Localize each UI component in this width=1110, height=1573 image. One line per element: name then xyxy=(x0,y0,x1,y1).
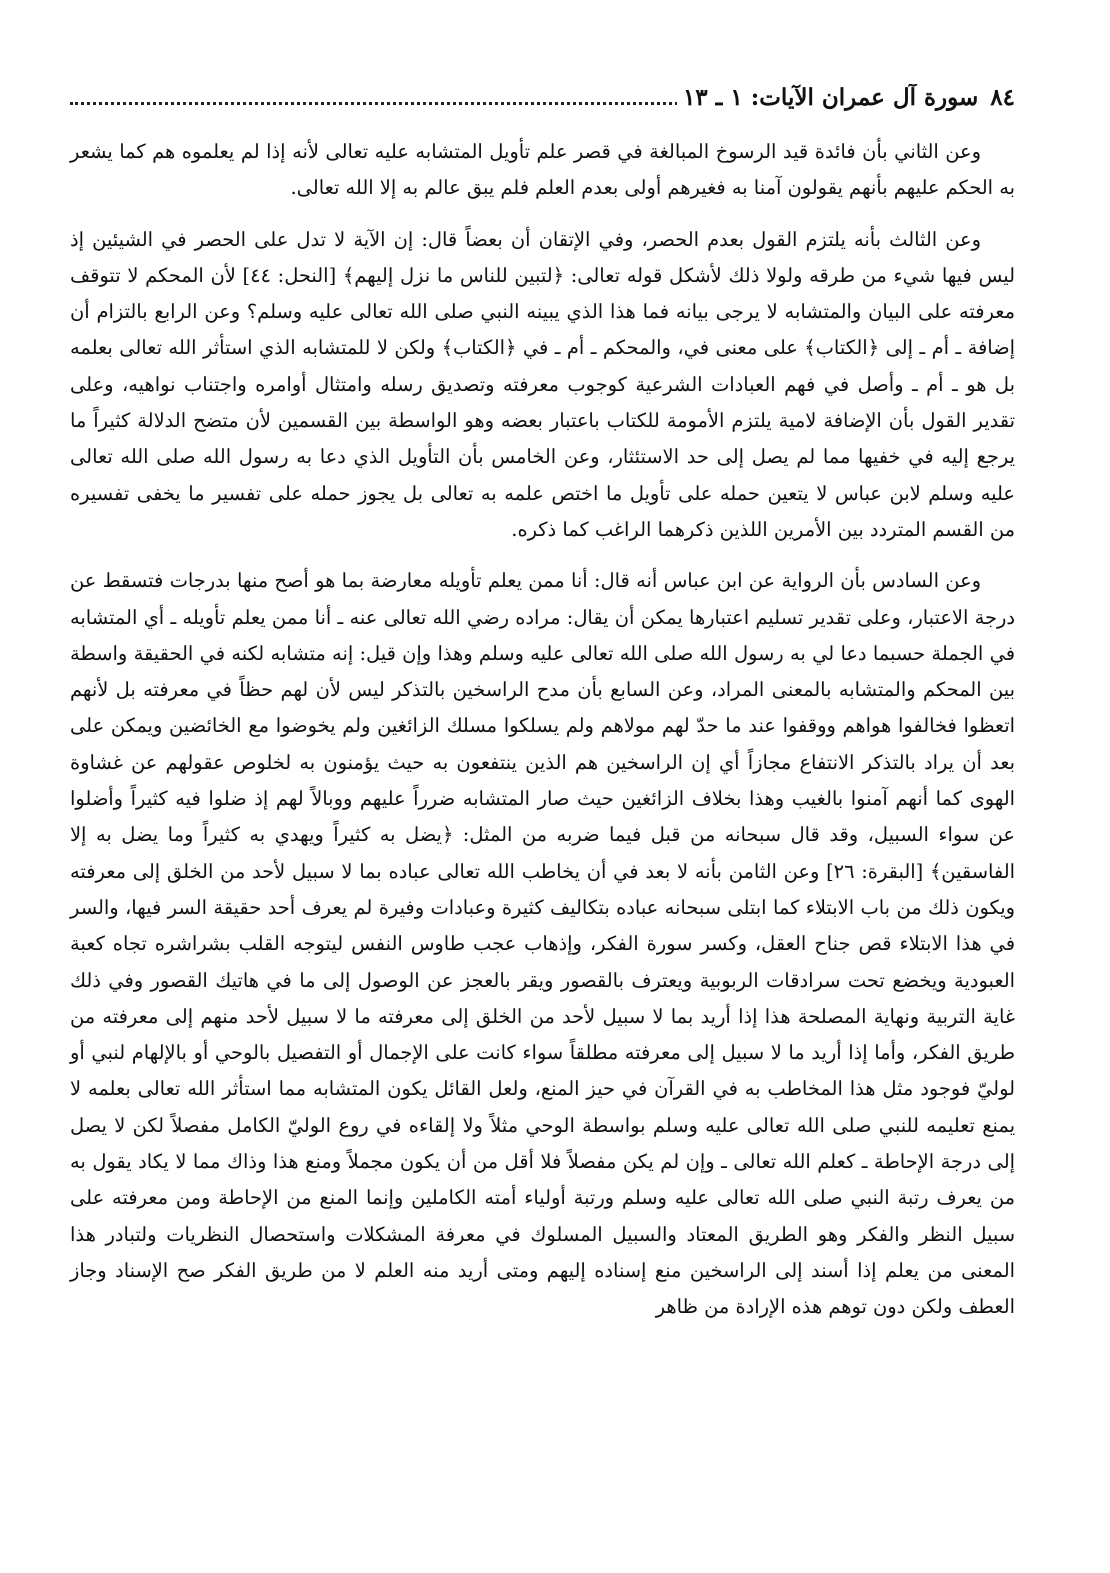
book-page xyxy=(70,84,1015,1553)
chapter-title-text: سورة آل عمران الآيات: ١ ـ ١٣ xyxy=(677,84,978,111)
chapter-title xyxy=(70,84,978,111)
page-number: ٨٤ xyxy=(990,84,1015,111)
paragraph-3: وعن السادس بأن الرواية عن ابن عباس أنه قال: أنا ممن يعلم تأويله معارضة بما هو أصح منها بدرجات فتسقط عن درجة الاعتبار، وعلى تقدير تسليم اعتبارها يمكن أن يقال: مراده رضي الله تعالى عنه ـ أنا ممن يعلم تأويله ـ أي المتشابه في الجملة حسبما دعا لي به رسول الله صلى الله تعالى عليه وسلم وهذا وإن قيل: إنه متشابه لكنه في الحقيقة واسطة بين المحكم والمتشابه بالمعنى المراد، وعن السابع بأن مدح الراسخين بالتذكر ليس لأن لهم حظاً في معرفته بل لأنهم اتعظوا فخالفوا هواهم ووقفوا عند ما حدّ لهم مولاهم ولم يسلكوا مسلك الزائغين ولم يخوضوا مع الخائضين ويمكن على بعد أن يراد بالتذكر الانتفاع مجازاً أي إن الراسخين هم الذين ينتفعون به حيث يؤمنون به لخلوص عقولهم عن غشاوة الهوى كما أنهم آمنوا بالغيب وهذا بخلاف الزائغين حيث صار المتشابه ضرراً عليهم ووبالاً لهم إذ ضلوا فيه كثيراً وأضلوا عن سواء السبيل، وقد قال سبحانه من قبل فيما ضربه من المثل: ﴿يضل به كثيراً ويهدي به كثيراً وما يضل به إلا الفاسقين﴾ [البقرة: ٢٦] وعن الثامن بأنه لا بعد في أن يخاطب الله تعالى عباده بما لا سبيل لأحد من الخلق إلى معرفته ويكون ذلك من باب الابتلاء كما ابتلى سبحانه عباده بتكاليف كثيرة وعبادات وفيرة لم يعرف أحد حقيقة السر فيها، والسر في هذا الابتلاء قص جناح العقل، وكسر سورة الفكر، وإذهاب عجب طاوس النفس ليتوجه القلب بشراشره تجاه كعبة العبودية ويخضع تحت سرادقات الربوبية ويعترف بالقصور ويقر بالعجز عن الوصول إلى ما في هاتيك القصور وفي ذلك غاية التربية ونهاية المصلحة هذا إذا أريد بما لا سبيل لأحد من الخلق إلى معرفته ما لا سبيل لأحد منهم إلى معرفته من طريق الفكر، وأما إذا أريد ما لا سبيل إلى معرفته مطلقاً سواء كانت على الإجمال أو التفصيل بالوحي أو بالإلهام لنبي أو لوليّ فوجود مثل هذا المخاطب به في القرآن في حيز المنع، ولعل القائل يكون المتشابه مما استأثر الله تعالى بعلمه لا يمنع تعليمه للنبي صلى الله تعالى عليه وسلم بواسطة الوحي مثلاً ولا إلقاءه في روع الوليّ الكامل مفصلاً لكن لا يصل إلى درجة الإحاطة ـ كعلم الله تعالى ـ وإن لم يكن مفصلاً فلا أقل من أن يكون مجملاً ومنع هذا وذاك مما لا يكاد يقول به من يعرف رتبة النبي صلى الله تعالى عليه وسلم ورتبة أولياء أمته الكاملين وإنما المنع من الإحاطة ومن معرفته على سبيل النظر والفكر وهو الطريق المعتاد والسبيل المسلوك في معرفة المشكلات واستحصال النظريات ولتبادر هذا المعنى من يعلم إذا أسند إلى الراسخين منع إسناده إليهم ومتى أريد منه العلم لا من طريق الفكر صح الإسناد وجاز العطف ولكن دون توهم هذه الإرادة من ظاهر xyxy=(70,569,1015,1319)
running-header xyxy=(70,84,1015,120)
paragraph-1: وعن الثاني بأن فائدة قيد الرسوخ المبالغة في قصر علم تأويل المتشابه عليه تعالى لأنه إذا لم يعلموه هم كما يشعر به الحكم عليهم بأنهم يقولون آمنا به فغيرهم أولى بعدم العلم فلم يبق عالم به إلا الله تعالى. xyxy=(70,140,1015,200)
body-text xyxy=(70,134,1015,1326)
paragraph-2: وعن الثالث بأنه يلتزم القول بعدم الحصر، وفي الإتقان أن بعضاً قال: إن الآية لا تدل على الحصر في الشيئين إذ ليس فيها شيء من طرقه ولولا ذلك لأشكل قوله تعالى: ﴿لتبين للناس ما نزل إليهم﴾ [النحل: ٤٤] لأن المحكم لا تتوقف معرفته على البيان والمتشابه لا يرجى بيانه فما هذا الذي يبينه النبي صلى الله تعالى عليه وسلم؟ وعن الرابع بالتزام أن إضافة ـ أم ـ إلى ﴿الكتاب﴾ على معنى في، والمحكم ـ أم ـ في ﴿الكتاب﴾ ولكن لا للمتشابه الذي استأثر الله تعالى بعلمه بل هو ـ أم ـ وأصل في فهم العبادات الشرعية كوجوب معرفته وتصديق رسله وامتثال أوامره واجتناب نواهيه، وعلى تقدير القول بأن الإضافة لامية يلتزم الأمومة للكتاب باعتبار بعضه وهو الواسطة بين القسمين لأن متضح الدلالة كثيراً ما يرجع إليه في خفيها مما لم يصل إلى حد الاستئثار، وعن الخامس بأن التأويل الذي دعا به رسول الله صلى الله تعالى عليه وسلم لابن عباس لا يتعين حمله على تأويل ما اختص علمه به تعالى بل يجوز حمله على تفسير ما يخفى تفسيره من القسم المتردد بين الأمرين اللذين ذكرهما الراغب كما ذكره. xyxy=(70,227,1015,541)
